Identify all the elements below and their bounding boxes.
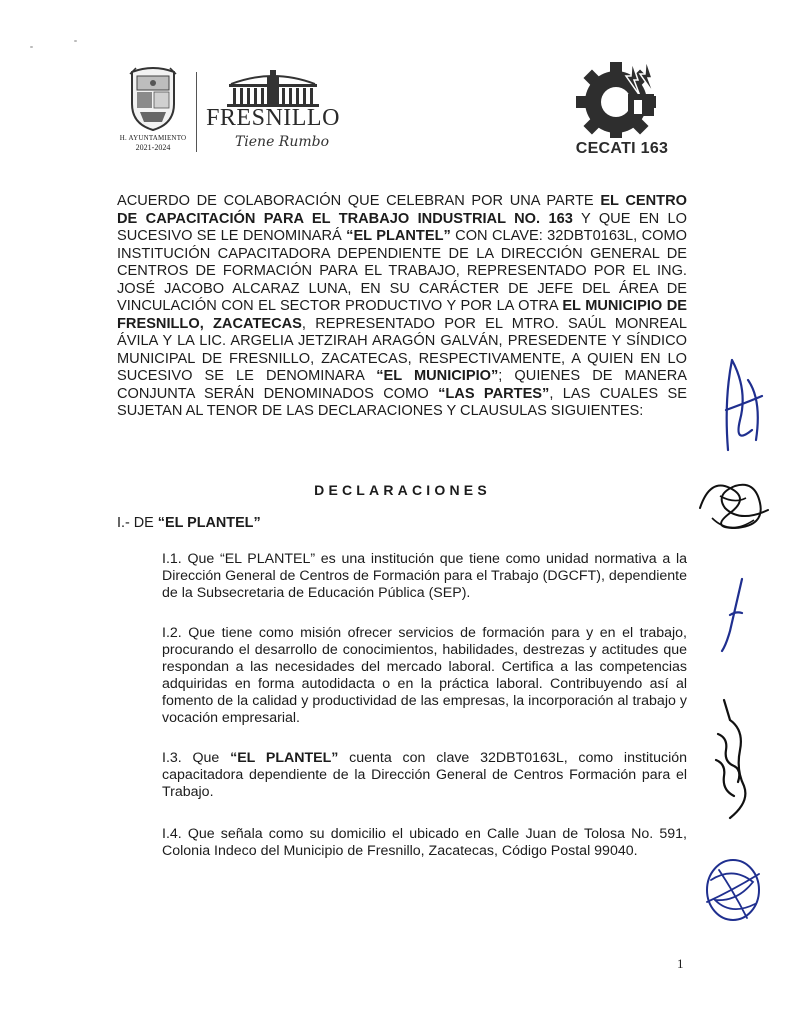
clause-text: I.3. Que xyxy=(162,750,231,766)
clause-1-2: I.2. Que tiene como misión ofrecer servicios de formación para y en el trabajo, procurando el desarrollo de conocimientos, habilidades, destrezas y actitudes que respondan a las necesidades del mercado laboral. Certifica a las competencias adquiridas en forma autodidacta o en la práctica laboral. Contribuyendo así al fomento de la calidad y productividad de las empresas, la incorporación al trabajo y vocación empresarial. xyxy=(162,625,687,726)
clause-1-4: I.4. Que señala como su domicilio el ubicado en Calle Juan de Tolosa No. 591, Colonia Indeco del Municipio de Fresnillo, Zacatecas, Código Postal 99040. xyxy=(162,826,687,859)
handwritten-signature-3 xyxy=(712,575,752,655)
intro-text: ; QUIENES DE MANERA CONJUNTA SERÁN DENOMINADOS COMO xyxy=(117,368,687,402)
clause-1-1: I.1. Que “EL PLANTEL” es una institución que tiene como unidad normativa a la Dirección General de Centros de Formación para el Trabajo (DGCFT), dependiente de la Subsecretaria de Educación Pública (SEP). xyxy=(162,551,687,601)
intro-alias-municipio: “EL MUNICIPIO” xyxy=(376,368,499,384)
agreement-intro-paragraph xyxy=(117,193,687,421)
section-name: “EL PLANTEL” xyxy=(157,515,261,531)
scan-speck xyxy=(74,40,77,42)
handwritten-signature-2 xyxy=(690,468,780,548)
handwritten-signature-5 xyxy=(693,850,773,930)
intro-alias-partes: “LAS PARTES” xyxy=(438,385,550,402)
fresnillo-logo xyxy=(198,64,348,150)
gear-icon xyxy=(576,58,668,138)
clause-text: cuenta con clave 32DBT0163L, como institución capacitadora dependiente de la Dirección General de Centros Formación para el Trabajo. xyxy=(162,750,688,800)
intro-party-cecati: EL CENTRO DE CAPACITACIÓN PARA EL TRABAJO INDUSTRIAL NO. 163 xyxy=(117,193,687,227)
seal-caption-title: H. AYUNTAMIENTO xyxy=(119,134,187,142)
seal-shield-icon xyxy=(128,64,178,132)
handwritten-signature-4 xyxy=(700,690,760,830)
intro-alias-plantel: “EL PLANTEL” xyxy=(346,228,451,244)
scan-speck xyxy=(30,46,33,48)
clause-alias-plantel: “EL PLANTEL” xyxy=(230,750,339,766)
section-heading-plantel xyxy=(117,515,261,531)
handwritten-signature-1 xyxy=(718,350,768,460)
intro-text: , LAS CUALES SE SUJETAN AL TENOR DE LAS DECLARACIONES Y CLAUSULAS SIGUIENTES: xyxy=(117,385,688,419)
intro-party-municipio: EL MUNICIPIO DE FRESNILLO, ZACATECAS xyxy=(117,298,687,332)
cecati-logo xyxy=(566,58,678,158)
declarations-heading: DECLARACIONES xyxy=(314,482,491,498)
seal-caption-years: 2021-2024 xyxy=(135,143,171,152)
logo-divider xyxy=(196,72,197,152)
page-number: 1 xyxy=(677,956,684,971)
clause-1-3 xyxy=(162,750,687,801)
intro-text: Y QUE EN LO SUCESIVO SE LE DENOMINARÁ xyxy=(117,210,687,244)
municipality-tagline: Tiene Rumbo xyxy=(234,134,330,150)
intro-text: ACUERDO DE COLABORACIÓN QUE CELEBRAN POR UNA PARTE xyxy=(117,193,601,209)
institution-name: CECATI 163 xyxy=(575,140,669,157)
intro-text: , REPRESENTADO POR EL MTRO. SAÚL MONREAL ÁVILA Y LA LIC. ARGELIA JETZIRAH ARAGÓN GALVÁN, PRESEDENTE Y SÍNDICO MUNICIPAL DE FRESNILLO, ZACATECAS, RESPECTIVAMENTE, A QUIEN EN LO SUCESIVO SE LE DENOMINARA xyxy=(117,315,687,384)
municipality-name: FRESNILLO xyxy=(206,105,340,131)
landmark-building-icon xyxy=(223,64,323,108)
intro-text: CON CLAVE: 32DBT0163L, COMO INSTITUCIÓN CAPACITADORA DEPENDIENTE DE LA DIRECCIÓN GENERAL DE CENTROS DE FORMACIÓN PARA EL TRABAJO, REPRESENTADO POR EL ING. JOSÉ JACOBO ALCARAZ LUNA, EN SU CARÁCTER DE JEFE DEL ÁREA DE VINCULACIÓN CON EL SECTOR PRODUCTIVO Y POR LA OTRA xyxy=(117,228,687,314)
municipal-seal-logo xyxy=(118,64,188,152)
section-prefix: I.- DE xyxy=(117,515,158,531)
